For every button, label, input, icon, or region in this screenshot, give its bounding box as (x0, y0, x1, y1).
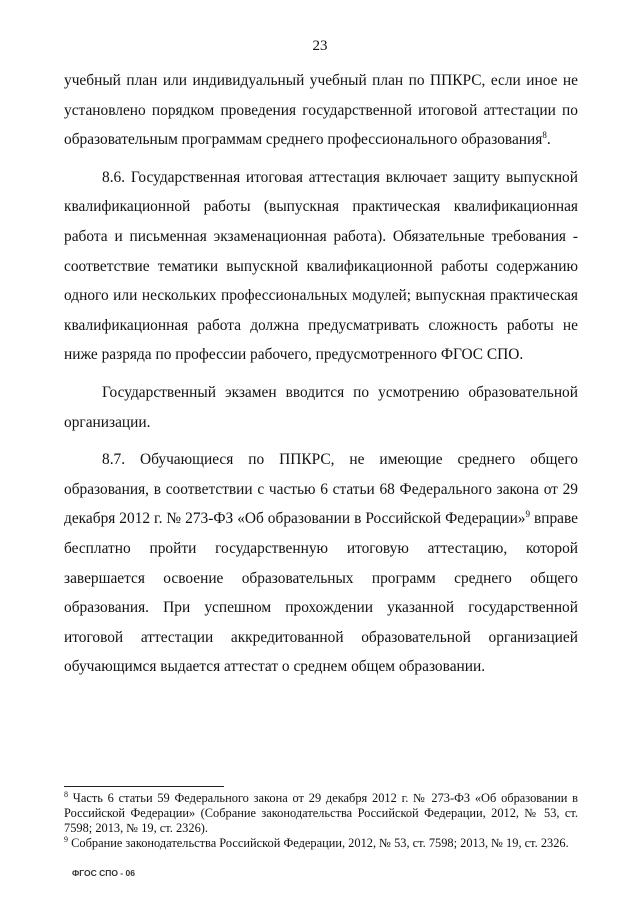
paragraph-8-6 (64, 163, 578, 370)
footnote-number: 8 (64, 789, 68, 799)
page-number: 23 (312, 38, 328, 54)
paragraph-continuation (64, 66, 578, 155)
document-code: ФГОС СПО - 06 (72, 868, 135, 878)
paragraph-tail: . (546, 131, 551, 149)
paragraph-tail: вправе бесплатно пройти государственную итоговую аттестацию, которой завершается освоение образовательных программ среднего общего образования. При успешном прохождении указанной государственной итоговой аттестации аккредитованной образовательной организацией обучающимся выдается аттестат о среднем общем образовании. (64, 510, 578, 676)
footnote-number: 9 (64, 834, 68, 844)
paragraph-8-7 (64, 445, 578, 682)
paragraph-text: Государственный экзамен вводится по усмотрению образовательной организации. (64, 383, 578, 431)
footnotes-section (64, 786, 578, 851)
footnote-divider (64, 786, 224, 787)
footnote-ref[interactable]: 8 (542, 130, 547, 141)
footnote-ref[interactable]: 9 (525, 509, 530, 520)
footnote-text: Собрание законодательства Российской Федерации, 2012, № 53, ст. 7598; 2013, № 19, ст. 2326. (71, 836, 569, 850)
footnote-text: Часть 6 статьи 59 Федерального закона от 29 декабря 2012 г. № 273-ФЗ «Об образовании в Российской Федерации» (Собрание законодательства Российской Федерации, 2012, № 53, ст. 7598; 2013, № 19, ст. 2326). (64, 791, 578, 835)
paragraph-state-exam (64, 378, 578, 437)
paragraph-text: 8.6. Государственная итоговая аттестация включает защиту выпускной квалификационной работы (выпускная практическая квалификационная работа и письменная экзаменационная работа). Обязательные требования - соответствие тематики выпускной квалификационной работы содержанию одного или нескольких профессиональных модулей; выпускная практическая квалификационная работа должна предусматривать сложность работы не ниже разряда по профессии рабочего, предусмотренного ФГОС СПО. (64, 168, 578, 364)
paragraph-text: 8.7. Обучающиеся по ППКРС, не имеющие среднего общего образования, в соответствии с частью 6 статьи 68 Федерального закона от 29 декабря 2012 г. № 273-ФЗ «Об образовании в Российской Федерации» (64, 451, 578, 528)
paragraph-text: учебный план или индивидуальный учебный план по ППКРС, если иное не установлено порядком проведения государственной итоговой аттестации по образовательным программам среднего профессионального образования (64, 72, 578, 149)
footnote-9 (64, 836, 578, 851)
body-text (64, 66, 578, 682)
footnote-8 (64, 791, 578, 836)
